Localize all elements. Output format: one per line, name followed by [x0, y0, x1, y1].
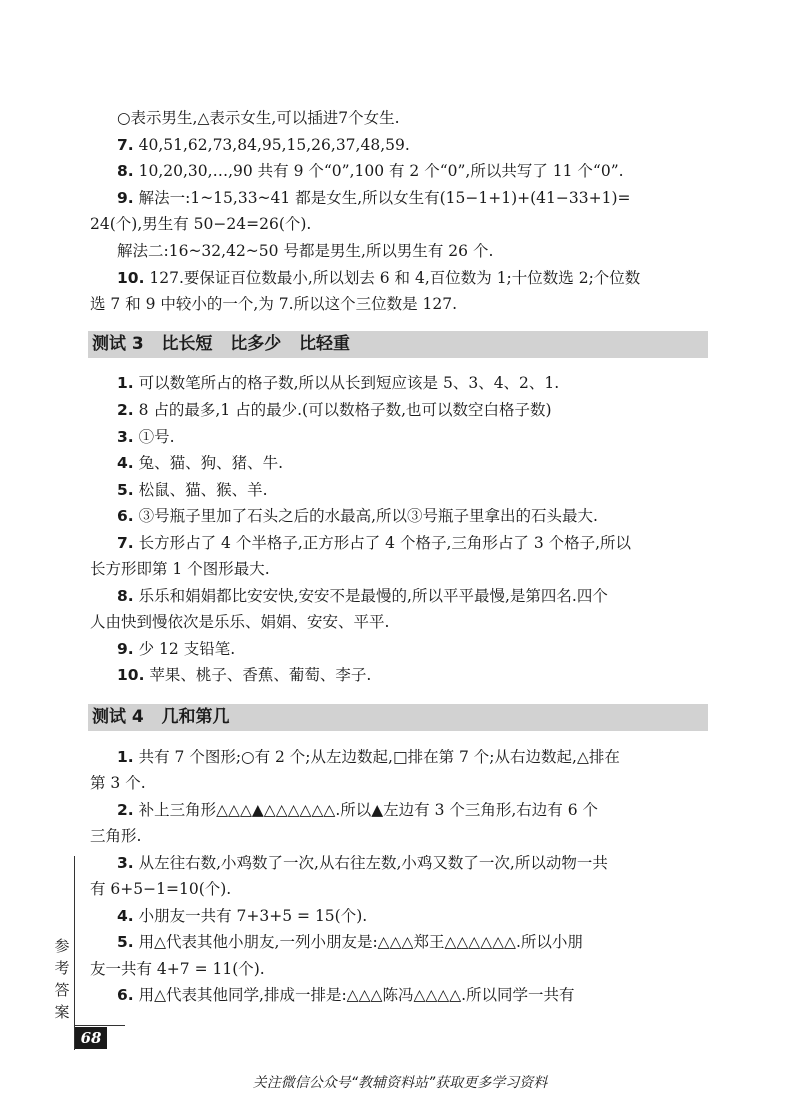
text-line: 解法二:16~32,42~50 号都是男生,所以男生有 26 个. — [117, 242, 494, 260]
answer-2: 2. 8 占的最多,1 占的最少.(可以数格子数,也可以数空白格子数) — [117, 401, 552, 419]
answer-2: 2. 补上三角形△△△▲△△△△△△.所以▲左边有 3 个三角形,右边有 6 个 — [117, 801, 599, 819]
side-label: 参考答案 — [54, 937, 70, 1021]
answer-10: 10. 127.要保证百位数最小,所以划去 6 和 4,百位数为 1;十位数选 2;个位数 — [117, 269, 641, 287]
section-title: 测试 4 几和第几 — [92, 707, 230, 727]
answer-6: 6. 用△代表其他同学,排成一排是:△△△陈冯△△△△.所以同学一共有 — [117, 986, 575, 1004]
text-line: 第 3 个. — [90, 774, 146, 792]
answer-6: 6. ③号瓶子里加了石头之后的水最高,所以③号瓶子里拿出的石头最大. — [117, 507, 598, 525]
answer-4: 4. 小朋友一共有 7+3+5 = 15(个). — [117, 907, 368, 925]
answer-3: 3. ①号. — [117, 428, 175, 446]
page-number: 68 — [75, 1027, 107, 1049]
answer-10: 10. 苹果、桃子、香蕉、葡萄、李子. — [117, 666, 372, 684]
answer-5: 5. 用△代表其他小朋友,一列小朋友是:△△△郑王△△△△△△.所以小朋 — [117, 933, 583, 951]
section-title: 测试 3 比长短 比多少 比轻重 — [92, 334, 351, 354]
text-line: 三角形. — [90, 827, 142, 845]
section-header-test3 — [88, 331, 708, 358]
text-line: 长方形即第 1 个图形最大. — [90, 560, 270, 578]
text-line: 24(个),男生有 50−24=26(个). — [90, 215, 312, 233]
text-line: 人由快到慢依次是乐乐、娟娟、安安、平平. — [90, 613, 390, 631]
answer-7: 7. 40,51,62,73,84,95,15,26,37,48,59. — [117, 136, 410, 154]
answer-1: 1. 共有 7 个图形;○有 2 个;从左边数起,□排在第 7 个;从右边数起,△排在 — [117, 748, 620, 766]
text-line: 友一共有 4+7 = 11(个). — [90, 960, 265, 978]
answer-8: 8. 10,20,30,…,90 共有 9 个“0”,100 有 2 个“0”,所以共写了 11 个“0”. — [117, 162, 624, 180]
text-line: 有 6+5−1=10(个). — [90, 880, 232, 898]
answer-3: 3. 从左往右数,小鸡数了一次,从右往左数,小鸡又数了一次,所以动物一共 — [117, 854, 608, 872]
answer-8: 8. 乐乐和娟娟都比安安快,安安不是最慢的,所以平平最慢,是第四名.四个 — [117, 587, 608, 605]
text-line: ○表示男生,△表示女生,可以插进7个女生. — [117, 109, 400, 127]
answer-9: 9. 少 12 支铅笔. — [117, 640, 236, 658]
answer-5: 5. 松鼠、猫、猴、羊. — [117, 481, 268, 499]
margin-rule — [74, 856, 75, 1050]
answer-1: 1. 可以数笔所占的格子数,所以从长到短应该是 5、3、4、2、1. — [117, 374, 560, 392]
section-header-test4 — [88, 704, 708, 731]
answer-7: 7. 长方形占了 4 个半格子,正方形占了 4 个格子,三角形占了 3 个格子,所以 — [117, 534, 632, 552]
footer-text: 关注微信公众号“教辅资料站”获取更多学习资料 — [252, 1075, 548, 1091]
text-line: 选 7 和 9 中较小的一个,为 7.所以这个三位数是 127. — [90, 295, 458, 313]
answer-9: 9. 解法一:1~15,33~41 都是女生,所以女生有(15−1+1)+(41−33+1)= — [117, 189, 631, 207]
answer-4: 4. 兔、猫、狗、猪、牛. — [117, 454, 284, 472]
page-number-rule — [74, 1025, 125, 1026]
